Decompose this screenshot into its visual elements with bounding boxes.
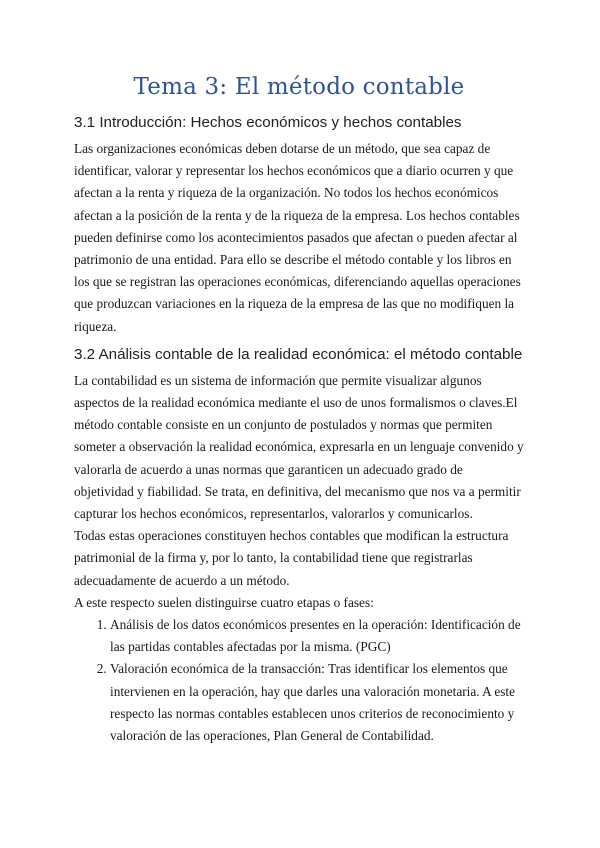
- section-paragraph: A este respecto suelen distinguirse cuatro etapas o fases:: [74, 594, 374, 610]
- section-paragraph: Todas estas operaciones constituyen hechos contables que modifican la estructura patrimonial de la firma y, por lo tanto, la contabilidad tiene que registrarlas adecuadamente de acuerdo a un método.: [74, 528, 509, 588]
- section-paragraph: La contabilidad es un sistema de información que permite visualizar algunos aspectos de la realidad económica mediante el uso de unos formalismos o claves.El método contable consiste en un conjunto de postulados y normas que permiten someter a observación la realidad económica, expresarla en un lenguaje convenido y valorarla de acuerdo a unas normas que garanticen un adecuado grado de objetividad y fiabilidad. Se trata, en definitiva, del mecanismo que nos va a permitir capturar los hechos económicos, representarlos, valorarlos y comunicarlos.: [74, 372, 524, 522]
- phases-list: [74, 614, 524, 747]
- section-paragraph: Las organizaciones económicas deben dotarse de un método, que sea capaz de identificar, valorar y representar los hechos económicos que a diario ocurren y que afectan a la renta y riqueza de la organización. No todos los hechos económicos afectan a la posición de la renta y de la riqueza de la empresa. Los hechos contables pueden definirse como los acontecimientos pasados que afectan o pueden afectar al patrimonio de una entidad. Para ello se describe el método contable y los libros en los que se registran las operaciones económicas, diferenciando aquellas operaciones que produzcan variaciones en la riqueza de la empresa de las que no modifiquen la riqueza.: [74, 141, 521, 334]
- section-heading-introduccion: 3.1 Introducción: Hechos económicos y hechos contables: [74, 114, 462, 131]
- section-heading-analisis: 3.2 Análisis contable de la realidad económica: el método contable: [74, 345, 523, 363]
- list-item: 1. Análisis de los datos económicos presentes en la operación: Identificación de las partidas contables afectadas por la misma. (PGC): [110, 614, 524, 658]
- list-item: 2. Valoración económica de la transacción: Tras identificar los elementos que intervienen en la operación, hay que darles una valoración monetaria. A este respecto las normas contables establecen unos criterios de reconocimiento y valoración de las operaciones, Plan General de Contabilidad.: [110, 658, 524, 747]
- document-title: Tema 3: El método contable: [133, 74, 465, 100]
